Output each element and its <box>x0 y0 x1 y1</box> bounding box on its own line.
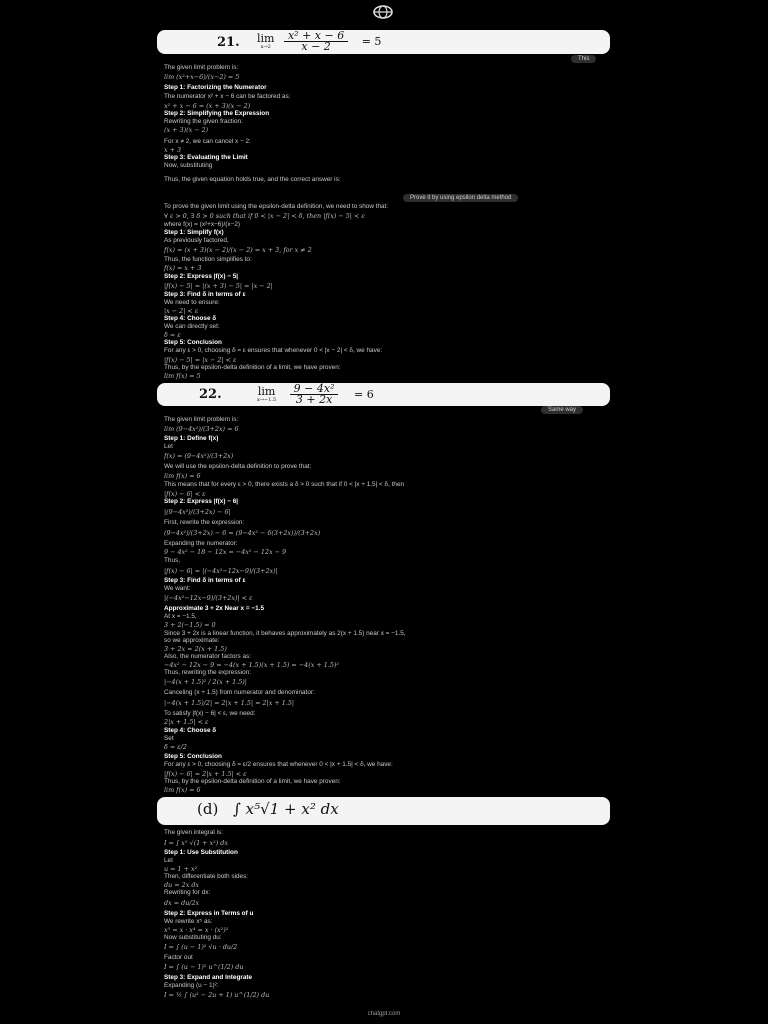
step-heading: Step 1: Use Substitution <box>164 849 238 856</box>
math-line: du = 2x dx <box>164 881 200 889</box>
math-line: lim f(x) = 6 <box>164 786 201 794</box>
text-line: Then, differentiate both sides: <box>164 873 249 880</box>
math-line: I = ∫ (u − 1)² √u · du/2 <box>164 943 238 951</box>
user-message-bubble: This <box>571 55 596 63</box>
text-line: Let <box>164 443 173 450</box>
text-line: Also, the numerator factors as: <box>164 653 252 660</box>
text-line: Expanding (u − 1)²: <box>164 982 219 989</box>
math-line: δ = ε <box>164 331 181 339</box>
math-line: |(9−4x²)/(3+2x) − 6| <box>164 508 231 516</box>
math-line: |(−4x²−12x−9)/(3+2x)| < ε <box>164 594 253 602</box>
problem-22-image <box>157 383 610 406</box>
step-heading: Step 2: Express in Terms of u <box>164 910 254 917</box>
text-line: Rewriting for dx: <box>164 889 211 896</box>
step-heading: Step 1: Factorizing the Numerator <box>164 84 267 91</box>
math-line: dx = du/2x <box>164 899 200 907</box>
math-line: lim f(x) = 6 <box>164 472 201 480</box>
math-line: I = ½ ∫ (u² − 2u + 1) u^(1/2) du <box>164 991 270 999</box>
text-line: so we approximate: <box>164 637 220 644</box>
text-line: We will use the epsilon-delta definition to prove that: <box>164 463 312 470</box>
math-line: I = ∫ (u − 1)² u^(1/2) du <box>164 963 244 971</box>
text-line: Canceling (x + 1.5) from numerator and denominator: <box>164 689 315 696</box>
step-heading: Step 3: Evaluating the Limit <box>164 154 248 161</box>
step-heading: Step 3: Find δ in terms of ε <box>164 577 246 584</box>
step-heading: Step 1: Simplify f(x) <box>164 229 224 236</box>
footer-domain: chatgpt.com <box>367 1011 401 1017</box>
math-line: 9 − 4x² − 18 − 12x = −4x² − 12x − 9 <box>164 548 287 556</box>
openai-logo-icon <box>367 4 399 20</box>
step-heading: Step 4: Choose δ <box>164 315 217 322</box>
text-line: Thus, rewriting the expression: <box>164 669 252 676</box>
math-line: f(x) = (9−4x²)/(3+2x) <box>164 452 234 460</box>
step-heading: Step 5: Conclusion <box>164 339 222 346</box>
text-line: where f(x) = (x²+x−6)/(x−2) <box>164 221 240 228</box>
problem-number: 22. <box>199 387 222 402</box>
math-line: |−4(x + 1.5)² / 2(x + 1.5)| <box>164 678 247 686</box>
integral-expression: (d) ∫ x⁵√1 + x² dx <box>197 800 339 818</box>
math-line: lim (9−4x²)/(3+2x) = 6 <box>164 425 239 433</box>
step-heading: Step 5: Conclusion <box>164 753 222 760</box>
limit-expression: lim x→2 $\frac{\text{x² + x − 6}}{x - 2}$ = 5 <box>257 30 382 53</box>
text-line: Factor out <box>164 954 193 961</box>
math-line: |−4(x + 1.5)/2| = 2|x + 1.5| = 2|x + 1.5| <box>164 699 295 707</box>
step-heading: Step 2: Express |f(x) − 6| <box>164 498 239 505</box>
math-line: f(x) = (x + 3)(x − 2)/(x − 2) = x + 3, for x ≠ 2 <box>164 246 312 254</box>
text-line: We rewrite x⁵ as: <box>164 918 213 925</box>
text-line: To satisfy |f(x) − 6| < ε, we need: <box>164 710 256 717</box>
math-line: (9−4x²)/(3+2x) − 6 = (9−4x² − 6(3+2x))/(3+2x) <box>164 529 321 537</box>
problem-21-image <box>157 30 610 54</box>
math-line: 2|x + 1.5| < ε <box>164 718 209 726</box>
step-heading: Step 4: Choose δ <box>164 727 217 734</box>
math-line: |f(x) − 5| = |x − 2| < ε <box>164 356 237 364</box>
user-message-bubble: Prove it by using epsilon delta method <box>403 194 518 202</box>
step-heading: Step 1: Define f(x) <box>164 435 219 442</box>
text-line: Expanding the numerator: <box>164 540 238 547</box>
math-line: ∀ ε > 0, ∃ δ > 0 such that if 0 < |x − 2| < δ, then |f(x) − 5| < ε <box>164 212 365 220</box>
text-line: At x = −1.5, <box>164 613 197 620</box>
math-line: x + 3 <box>164 146 182 154</box>
math-line: x² + x − 6 = (x + 3)(x − 2) <box>164 102 251 110</box>
text-line: We can directly set: <box>164 323 220 330</box>
text-line: Thus, by the epsilon-delta definition of a limit, we have proven: <box>164 778 341 785</box>
text-line: Set <box>164 735 174 742</box>
text-line: As previously factored, <box>164 237 229 244</box>
limit-fraction: $\frac{\text{x² + x − 6}}{x - 2}$ <box>284 31 348 52</box>
math-line: 3 + 2(−1.5) = 0 <box>164 621 216 629</box>
math-line: δ = ε/2 <box>164 743 187 751</box>
text-line: Thus, <box>164 557 180 564</box>
text-line: Rewriting the given fraction: <box>164 118 243 125</box>
text-line: Thus, the given equation holds true, and the correct answer is: <box>164 176 341 183</box>
step-heading: Step 3: Find δ in terms of ε <box>164 291 246 298</box>
math-line: −4x² − 12x − 9 = −4(x + 1.5)(x + 1.5) = −4(x + 1.5)² <box>164 661 339 669</box>
problem-number: 21. <box>217 35 240 50</box>
math-line: I = ∫ x⁵ √(1 + x²) dx <box>164 839 228 847</box>
text-line: Now, substituting <box>164 162 213 169</box>
math-line: (x + 3)(x − 2) <box>164 126 209 134</box>
math-line: lim (x²+x−6)/(x−2) = 5 <box>164 73 240 81</box>
text-line: First, rewrite the expression: <box>164 519 245 526</box>
text-line: Since 3 + 2x is a linear function, it behaves approximately as 2(x + 1.5) near x = −1.5, <box>164 630 406 637</box>
math-line: |f(x) − 6| = 2|x + 1.5| < ε <box>164 770 247 778</box>
text-line: We want: <box>164 585 191 592</box>
limit-expression: lim x→−1.5 $\frac{\text{9 − 4x²}}{3 + 2x}$ = 6 <box>257 383 374 406</box>
user-message-bubble: Same way <box>541 406 583 414</box>
step-heading: Step 3: Expand and Integrate <box>164 974 253 981</box>
text-line: Now substituting du: <box>164 934 222 941</box>
text-line: We need to ensure: <box>164 299 220 306</box>
text-line: The given limit problem is: <box>164 64 239 71</box>
text-line: For any ε > 0, choosing δ = ε ensures that whenever 0 < |x − 2| < δ, we have: <box>164 347 383 354</box>
math-line: |x − 2| < ε <box>164 307 199 315</box>
math-line: 3 + 2x ≈ 2(x + 1.5) <box>164 645 227 653</box>
math-line: u = 1 + x² <box>164 865 198 873</box>
text-line: The given integral is: <box>164 829 223 836</box>
text-line: To prove the given limit using the epsilon-delta definition, we need to show that: <box>164 203 389 210</box>
text-line: The given limit problem is: <box>164 416 239 423</box>
step-heading: Step 2: Express |f(x) − 5| <box>164 273 239 280</box>
math-line: |f(x) − 6| = |(−4x²−12x−9)/(3+2x)| <box>164 567 278 575</box>
math-line: |f(x) − 5| = |(x + 3) − 5| = |x − 2| <box>164 282 273 290</box>
step-heading: Step 2: Simplifying the Expression <box>164 110 270 117</box>
step-heading: Approximate 3 + 2x Near x = −1.5 <box>164 605 264 612</box>
math-line: x⁵ = x · x⁴ = x · (x²)² <box>164 926 229 934</box>
math-line: |f(x) − 6| < ε <box>164 490 206 498</box>
text-line: Thus, by the epsilon-delta definition of a limit, we have proven: <box>164 364 341 371</box>
math-line: lim f(x) = 5 <box>164 372 201 380</box>
text-line: The numerator x² + x − 6 can be factored as: <box>164 93 291 100</box>
text-line: For x ≠ 2, we can cancel x − 2: <box>164 138 251 145</box>
math-line: f(x) = x + 3 <box>164 264 202 272</box>
problem-d-image <box>157 797 610 825</box>
text-line: This means that for every ε > 0, there exists a δ > 0 such that if 0 < |x + 1.5| < δ, then <box>164 481 405 488</box>
text-line: Thus, the function simplifies to: <box>164 256 252 263</box>
limit-fraction: $\frac{\text{9 − 4x²}}{3 + 2x}$ <box>290 384 339 405</box>
text-line: For any ε > 0, choosing δ = ε/2 ensures that whenever 0 < |x + 1.5| < δ, we have: <box>164 761 393 768</box>
text-line: Let <box>164 857 173 864</box>
